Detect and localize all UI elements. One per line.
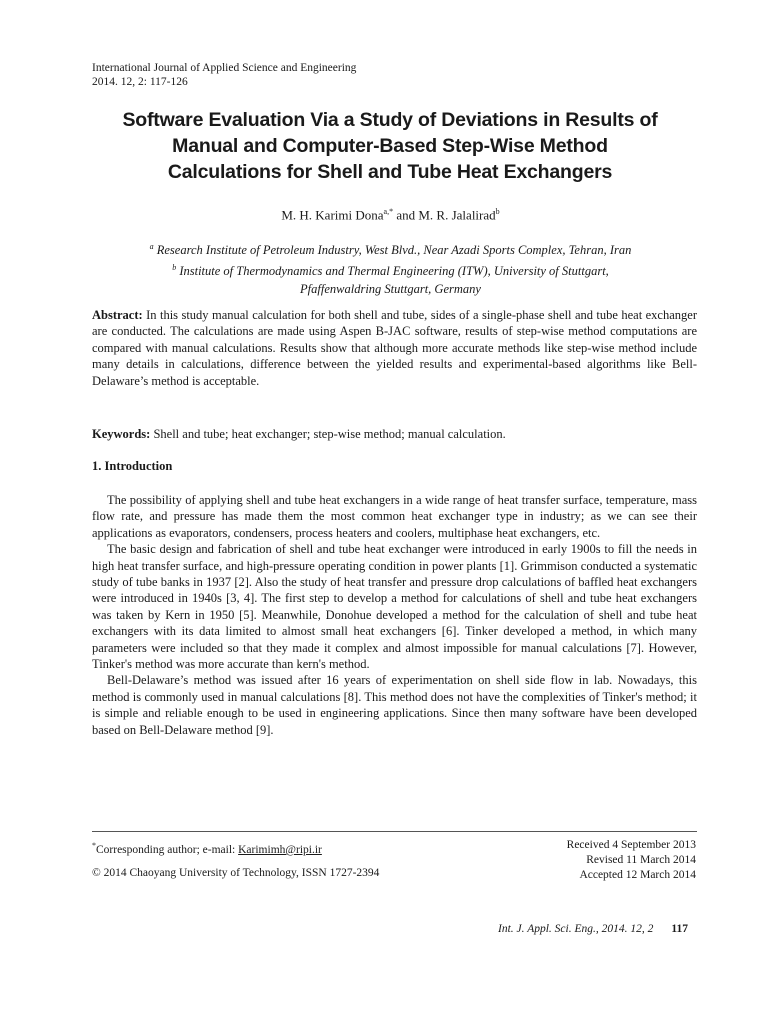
footnote-label: Corresponding author; e-mail:: [96, 843, 239, 856]
page-number: 117: [671, 923, 688, 935]
footnote-divider: [92, 831, 697, 832]
affiliation-a: $^a$ Research Institute of Petroleum Industry, West Blvd., Near Azadi Sports Complex, Tehran, Iran: [149, 242, 632, 258]
paragraph: Bell-Delaware’s method was issued after 16 years of experimentation on shell side flow in lab. Nowadays, this method is commonly used in manual calculations [8]. This method does not have the complexities of Tinker's method; it is simple and reliable enough to be used in engineering applications. Since then many software have been developed based on Bell-Delaware method [9].: [92, 673, 697, 737]
footer-citation: Int. J. Appl. Sci. Eng., 2014. 12, 2: [498, 923, 654, 935]
paragraph: The basic design and fabrication of shell and tube heat exchanger were introduced in early 1900s to fill the needs in high heat transfer surface, and high-pressure operating condition in power plants [1]. Grimmison conducted a systematic study of tube banks in 1937 [2]. Also the study of heat transfer and pressure drop calculations of baffled heat exchangers were introduced in 1940s [3, 4]. The first step to develop a method for calculations of shell and tube heat exchangers was taken by Kern in 1950 [5]. Meanwhile, Donohue developed a method for the calculation of shell and tube heat exchangers with its data limited to almost small heat exchangers [6]. Tinker developed a method, in which many parameters were included so that they made it complex and almost impossible for manual calculations [7]. However, Tinker's method was more accurate than kern's method.: [92, 542, 697, 672]
affiliation-mark: a: [149, 242, 154, 251]
corresponding-footnote: [92, 838, 322, 858]
abstract-text: In this study manual calculation for both shell and tube, sides of a single-phase shell and tube heat exchanger are conducted. The calculations are made using Aspen B-JAC software, results of step-wise method computations are compared with manual calculations. Results show that although more accurate methods like step-wise method include many details in calculations, difference between the yielded results and experimental-based algorithms like Bell-Delaware’s method is acceptable.: [92, 308, 697, 388]
paragraph: The possibility of applying shell and tube heat exchangers in a wide range of heat transfer surface, temperature, mass flow rate, and pressure has made them the most common heat exchanger type in industry; as we can see their applications as evaporators, condensers, process heaters and coolers, multiphase heat exchangers, etc.: [92, 493, 697, 540]
abstract-label: Abstract:: [92, 308, 143, 322]
author-connector: and: [393, 207, 419, 223]
journal-header: [92, 61, 356, 89]
section-heading: 1. Introduction: [92, 459, 173, 473]
running-footer: [498, 923, 688, 935]
paper-title: [60, 107, 720, 185]
received-date: Received 4 September 2013: [566, 839, 696, 851]
title-line-3: Calculations for Shell and Tube Heat Exchangers: [167, 161, 613, 183]
title-line-2: Manual and Computer-Based Step-Wise Method: [172, 135, 608, 157]
keywords-label: Keywords:: [92, 427, 151, 441]
title-line-1: Software Evaluation Via a Study of Deviations in Results of: [122, 109, 658, 131]
accepted-date: Accepted 12 March 2014: [579, 869, 696, 881]
affiliation-mark: b: [172, 263, 177, 273]
affiliation-b-continued: Pfaffenwaldring Stuttgart, Germany: [300, 282, 481, 297]
affiliation-b: $^b$ Institute of Thermodynamics and Thermal Engineering (ITW), University of Stuttgart,: [172, 263, 609, 279]
submission-dates: [567, 838, 696, 883]
author-name: M. R. Jalalirad: [418, 207, 496, 223]
keywords-text: Shell and tube; heat exchanger; step-wise method; manual calculation.: [150, 427, 506, 441]
author-name: M. H. Karimi Dona: [281, 207, 384, 223]
email-link[interactable]: Karimimh@ripi.ir: [238, 843, 322, 856]
abstract: [92, 307, 697, 389]
author-list: [0, 207, 768, 223]
author-affiliation-mark: a,*: [383, 207, 394, 216]
affiliations: [0, 238, 768, 298]
footnote-mark: *: [92, 841, 96, 850]
journal-issue: 2014. 12, 2: 117-126: [92, 76, 188, 88]
journal-name: International Journal of Applied Science and Engineering: [92, 62, 357, 74]
keywords: [92, 426, 697, 442]
author-affiliation-mark: b: [495, 207, 500, 216]
copyright-notice: © 2014 Chaoyang University of Technology, ISSN 1727-2394: [92, 867, 380, 879]
section-body: [92, 492, 697, 738]
revised-date: Revised 11 March 2014: [586, 854, 696, 866]
